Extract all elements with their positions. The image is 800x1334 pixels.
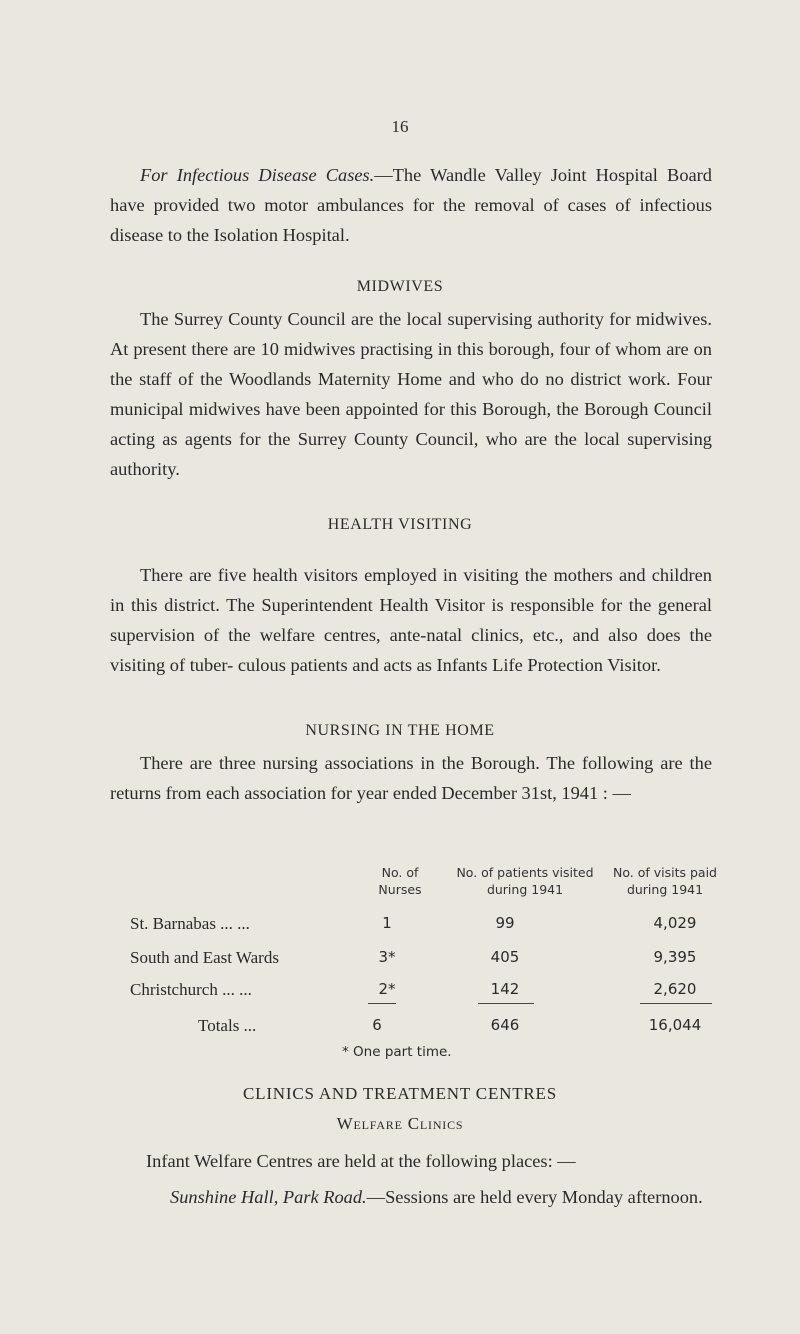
cell-visits-south-east: 9,395 (653, 948, 697, 966)
health-visiting-heading: HEALTH VISITING (327, 516, 473, 533)
health-visiting-paragraph (110, 560, 712, 680)
cell-nurses-st-barnabas: 1 (382, 914, 392, 932)
clinics-intro: Infant Welfare Centres are held at the following places: — (146, 1151, 576, 1171)
col-header-patients: No. of patients visited during 1941 (456, 865, 594, 897)
cell-nurses-totals: 6 (372, 1016, 382, 1034)
nursing-heading: NURSING IN THE HOME (305, 722, 495, 739)
nursing-text: There are three nursing associations in the Borough. The following are the returns from each association for year ended December 31st, 1941 : — (110, 753, 712, 803)
col-header-visits: No. of visits paid during 1941 (613, 865, 717, 897)
infectious-lead: For Infectious Disease Cases. (140, 165, 375, 185)
cell-nurses-south-east: 3* (378, 948, 396, 966)
rule-patients (478, 1003, 534, 1004)
cell-visits-st-barnabas: 4,029 (653, 914, 697, 932)
cell-visits-christchurch: 2,620 (653, 980, 697, 998)
midwives-text: The Surrey County Council are the local supervising authority for midwives. At present there are 10 midwives practising in this borough, four of whom are on the staff of the Woodlands Maternity Home and who do no district work. Four municipal midwives have been appointed for this Borough, the Borough Council acting as agents for the Surrey County Council, who are the local supervising authority. (110, 309, 712, 479)
table-footnote: * One part time. (342, 1044, 452, 1060)
cell-patients-totals: 646 (490, 1016, 520, 1034)
row-label-st-barnabas: St. Barnabas ... ... (130, 914, 250, 933)
midwives-paragraph (110, 304, 712, 484)
sunshine-hall-text: —Sessions are held every Monday afternoon. (366, 1187, 703, 1207)
welfare-clinics-subheading: Welfare Clinics (336, 1114, 464, 1133)
cell-visits-totals: 16,044 (648, 1016, 702, 1034)
cell-nurses-christchurch: 2* (378, 980, 396, 998)
midwives-heading: MIDWIVES (356, 278, 444, 295)
cell-patients-st-barnabas: 99 (495, 914, 515, 932)
page-number: 16 (391, 117, 409, 136)
sunshine-hall-place: Sunshine Hall, Park Road. (170, 1187, 367, 1207)
rule-visits (640, 1003, 712, 1004)
infectious-text: —The Wandle Valley Joint Hospital Board have provided two motor ambulances for the removal of cases of infectious disease to the Isolation Hospital. (110, 165, 712, 245)
row-label-christchurch: Christchurch ... ... (130, 980, 252, 999)
nursing-paragraph (110, 748, 712, 808)
rule-nurses (368, 1003, 396, 1004)
infectious-paragraph (110, 160, 712, 250)
cell-patients-south-east: 405 (490, 948, 520, 966)
health-visiting-text: There are five health visitors employed in visiting the mothers and children in this district. The Superintendent Health Visitor is responsible for the general supervision of the welfare centres, ante-natal clinics, etc., and also does the visiting of tuber- culous patients and acts as Infants Life Protection Visitor. (110, 565, 712, 675)
sunshine-hall-paragraph (170, 1182, 712, 1212)
row-label-totals: Totals ... (198, 1016, 257, 1035)
clinics-heading: CLINICS AND TREATMENT CENTRES (243, 1084, 557, 1103)
cell-patients-christchurch: 142 (490, 980, 520, 998)
row-label-south-east-wards: South and East Wards (130, 948, 279, 967)
col-header-nurses: No. of Nurses (378, 865, 422, 897)
